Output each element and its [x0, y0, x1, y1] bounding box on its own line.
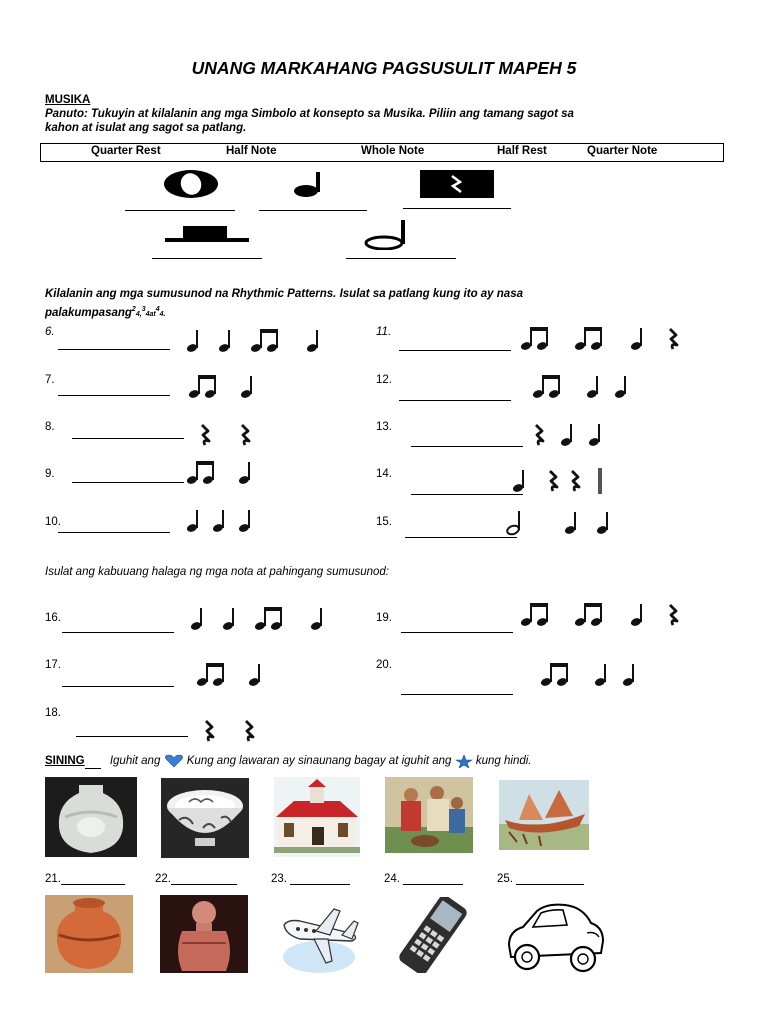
mobile-phone-picture: [389, 897, 477, 973]
sining-text-2: Kung ang lawaran ay sinaunang bagay at iguhit ang: [186, 755, 452, 768]
item-9-rhythm: [186, 460, 266, 486]
kabuuan-instruction: Isulat ang kabuuang halaga ng mga nota at pahingang sumusunod:: [45, 566, 389, 578]
item-17-blank[interactable]: [62, 686, 174, 687]
quarter-note-symbol: [292, 172, 338, 198]
choice-half-note: Half Note: [226, 145, 277, 157]
choice-quarter-rest: Quarter Rest: [91, 145, 161, 157]
item-15-rhythm: [506, 508, 624, 538]
item-24: [384, 873, 463, 885]
clay-figure-jar-picture: [160, 895, 248, 973]
sining-text-3: kung hindi.: [475, 755, 532, 768]
item-6-number: 6.: [45, 326, 55, 338]
meter-4d: 4: [159, 310, 164, 318]
answer-blank-3[interactable]: [403, 208, 511, 209]
item-22: [155, 873, 237, 885]
item-9-blank[interactable]: [72, 482, 184, 483]
item-22-number: 22.: [155, 873, 171, 885]
rhythm-instruction-line-1: Kilalanin ang mga sumusunod na Rhythmic Patterns. Isulat sa patlang kung ito ay nasa: [45, 288, 523, 300]
item-25-blank[interactable]: [516, 873, 584, 885]
word-box: [40, 143, 724, 162]
item-17-number: 17.: [45, 659, 61, 671]
item-13-rhythm: [532, 422, 612, 448]
item-20-rhythm: [540, 662, 644, 688]
item-13-blank[interactable]: [411, 446, 523, 447]
answer-blank-5[interactable]: [346, 258, 456, 259]
section-heading-sining: SINING: [45, 755, 85, 768]
item-18-number: 18.: [45, 707, 61, 719]
item-8-rhythm: [198, 422, 262, 448]
item-15-blank[interactable]: [405, 537, 517, 538]
item-7-blank[interactable]: [58, 395, 170, 396]
red-roof-building-picture: [274, 777, 360, 857]
item-14-number: 14.: [376, 468, 392, 480]
item-7-rhythm: [188, 374, 272, 400]
airplane-picture: [276, 899, 362, 977]
half-note-symbol: [362, 220, 418, 250]
sining-text-1: Iguhit ang: [109, 755, 161, 768]
item-21-number: 21.: [45, 873, 61, 885]
meter-at: at: [149, 310, 156, 318]
whole-note-symbol: [162, 168, 222, 200]
cartoon-car-picture: [503, 893, 607, 977]
item-25: [497, 873, 584, 885]
item-11-number: 11.: [376, 326, 392, 338]
item-11-rhythm: [520, 326, 692, 354]
white-vase-picture: [45, 777, 137, 857]
section-heading-musika: MUSIKA: [45, 94, 91, 106]
rhythm-instruction-line-2: $palakumpasang^24,^34at^44$.: [45, 306, 166, 319]
item-12-blank[interactable]: [399, 400, 511, 401]
meter-4a: 4: [135, 310, 140, 318]
item-20-blank[interactable]: [401, 694, 513, 695]
item-18-rhythm: [202, 718, 266, 744]
meter-3: 3: [141, 306, 146, 313]
item-24-number: 24.: [384, 873, 400, 885]
item-9-number: 9.: [45, 468, 55, 480]
item-21: [45, 873, 125, 885]
item-18-blank[interactable]: [76, 736, 188, 737]
meter-4b: 4: [145, 310, 150, 318]
item-25-number: 25.: [497, 873, 513, 885]
choice-half-rest: Half Rest: [497, 145, 547, 157]
half-rest-symbol: [165, 226, 249, 244]
item-19-number: 19.: [376, 612, 392, 624]
page-title: UNANG MARKAHANG PAGSUSULIT MAPEH 5: [191, 58, 577, 78]
item-24-blank[interactable]: [403, 873, 463, 885]
item-23-blank[interactable]: [290, 873, 350, 885]
item-15-number: 15.: [376, 516, 392, 528]
panuto-line-1: Panuto: Tukuyin at kilalanin ang mga Simbolo at konsepto sa Musika. Piliin ang tamang sagot sa: [45, 108, 574, 120]
item-14-rhythm: [512, 468, 608, 496]
bowl-picture: [161, 778, 249, 858]
meter-4c: 4: [155, 306, 160, 313]
boat-painting-picture: [499, 780, 589, 850]
item-22-blank[interactable]: [171, 873, 237, 885]
answer-blank-1[interactable]: [125, 210, 235, 211]
item-6-blank[interactable]: [58, 349, 170, 350]
item-8-number: 8.: [45, 421, 55, 433]
item-16-rhythm: [190, 606, 338, 632]
item-6-rhythm: [186, 328, 334, 354]
clay-jar-picture: [45, 895, 133, 973]
panuto-line-2: kahon at isulat ang sagot sa patlang.: [45, 122, 247, 134]
answer-blank-2[interactable]: [259, 210, 367, 211]
quarter-rest-symbol: [420, 170, 494, 198]
item-19-blank[interactable]: [401, 632, 513, 633]
star-icon: [455, 754, 473, 768]
item-10-rhythm: [186, 508, 266, 534]
item-16-number: 16.: [45, 612, 61, 624]
choice-quarter-note: Quarter Note: [587, 145, 658, 157]
item-17-rhythm: [196, 662, 280, 688]
rhythm-instruction-prefix: palakumpasang: [45, 306, 132, 319]
choice-whole-note: Whole Note: [361, 145, 425, 157]
item-21-blank[interactable]: [61, 873, 125, 885]
item-10-blank[interactable]: [58, 532, 170, 533]
item-23-number: 23.: [271, 873, 287, 885]
people-painting-picture: [385, 777, 473, 853]
answer-blank-4[interactable]: [152, 258, 262, 259]
heart-icon: [164, 754, 184, 768]
item-23: [271, 873, 350, 885]
item-12-number: 12.: [376, 374, 392, 386]
item-13-number: 13.: [376, 421, 392, 433]
meter-2: 2: [131, 306, 136, 313]
item-19-rhythm: [520, 602, 692, 630]
sining-instruction: [45, 754, 531, 769]
item-7-number: 7.: [45, 374, 55, 386]
item-11-blank[interactable]: [399, 350, 511, 351]
item-14-blank[interactable]: [411, 494, 523, 495]
item-12-rhythm: [532, 374, 636, 400]
item-20-number: 20.: [376, 659, 392, 671]
item-10-number: 10.: [45, 516, 61, 528]
item-16-blank[interactable]: [62, 632, 174, 633]
item-8-blank[interactable]: [72, 438, 184, 439]
